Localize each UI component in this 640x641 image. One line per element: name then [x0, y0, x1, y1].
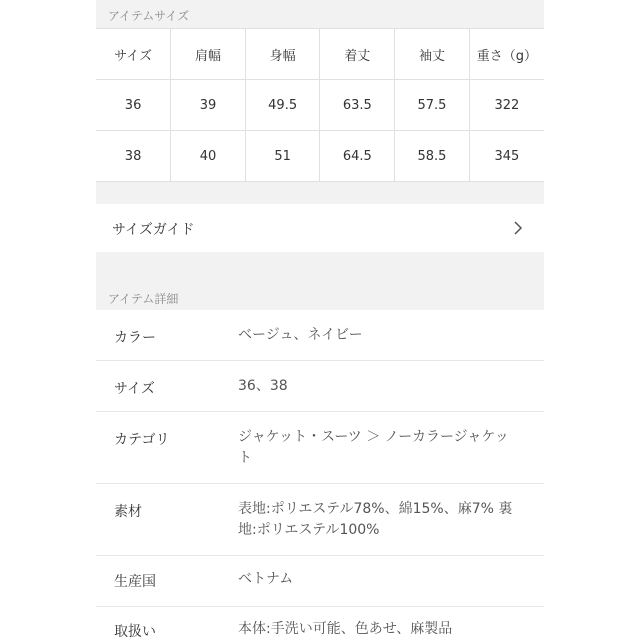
detail-value: ベージュ、ネイビー: [238, 327, 363, 343]
table-row: [96, 131, 544, 182]
size-header-cell: 袖丈: [395, 29, 470, 80]
size-cell: 322: [469, 80, 544, 131]
item-size-title: アイテムサイズ: [108, 9, 190, 23]
detail-key: サイズ: [114, 381, 155, 397]
size-cell: 39: [171, 80, 246, 131]
size-cell: 36: [96, 80, 171, 131]
detail-value: 本体:手洗い可能、色あせ、麻製品: [238, 621, 453, 637]
size-cell: 63.5: [320, 80, 395, 131]
detail-row-category: [96, 412, 544, 484]
size-table-header-row: [96, 29, 544, 80]
size-cell: 51: [245, 131, 320, 182]
size-header-cell: 肩幅: [171, 29, 246, 80]
detail-key: 生産国: [114, 574, 156, 590]
size-table: [96, 28, 544, 182]
detail-key: カラー: [114, 330, 156, 346]
detail-key: カテゴリ: [114, 432, 170, 448]
size-guide-link[interactable]: [96, 204, 544, 252]
size-cell: 49.5: [245, 80, 320, 131]
size-header-cell: サイズ: [96, 29, 171, 80]
detail-value: ベトナム: [238, 571, 294, 587]
detail-value: 36、38: [238, 378, 288, 394]
detail-row-material: [96, 484, 544, 556]
detail-value: ジャケット・スーツ ＞ ノーカラージャケット: [238, 429, 509, 466]
size-cell: 58.5: [395, 131, 470, 182]
size-header-cell: 重さ（g）: [469, 29, 544, 80]
detail-key: 素材: [114, 504, 142, 520]
size-header-cell: 身幅: [245, 29, 320, 80]
detail-key: 取扱い: [114, 624, 156, 640]
detail-row-color: [96, 310, 544, 361]
size-guide-label: サイズガイド: [112, 222, 195, 238]
detail-row-origin: [96, 556, 544, 607]
size-cell: 345: [469, 131, 544, 182]
size-cell: 57.5: [395, 80, 470, 131]
detail-value: 表地:ポリエステル78%、綿15%、麻7% 裏地:ポリエステル100%: [238, 501, 513, 538]
size-cell: 40: [171, 131, 246, 182]
detail-row-care: [96, 607, 544, 640]
detail-row-size: [96, 361, 544, 412]
size-cell: 64.5: [320, 131, 395, 182]
size-header-cell: 着丈: [320, 29, 395, 80]
chevron-right-icon: [510, 220, 526, 236]
table-row: [96, 80, 544, 131]
item-detail-title: アイテム詳細: [108, 292, 179, 306]
size-cell: 38: [96, 131, 171, 182]
